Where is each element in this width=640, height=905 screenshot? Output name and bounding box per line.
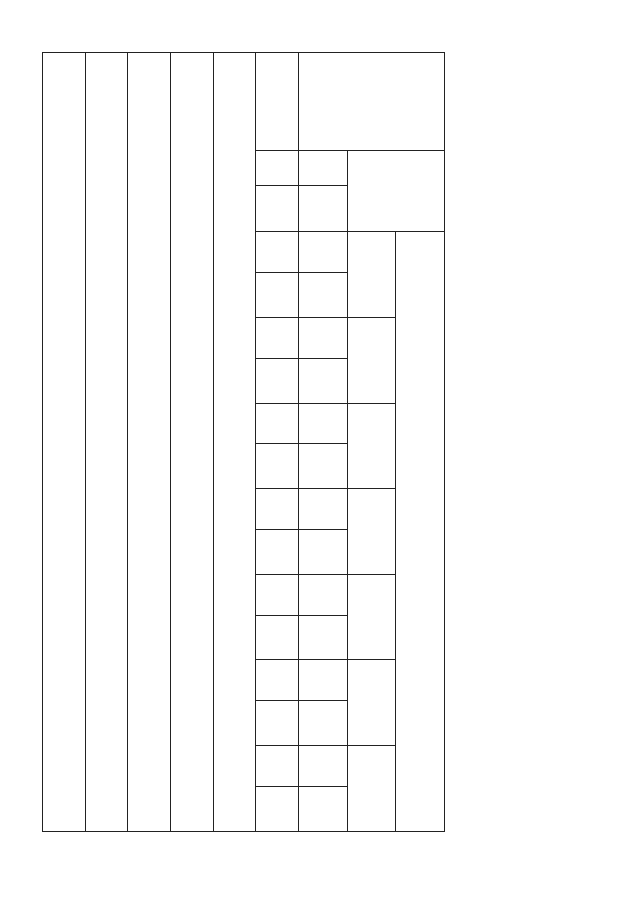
- header-unit-m3: [298, 701, 347, 746]
- header-colnum: [256, 701, 299, 746]
- header-colnum: [256, 786, 299, 831]
- header-unit-ha: [298, 150, 347, 185]
- header-colnum: [256, 530, 299, 575]
- header-unit-ha: [298, 403, 347, 444]
- section-category: [128, 53, 171, 832]
- header-colnum: [256, 273, 299, 318]
- header-class: [347, 574, 396, 660]
- header-total: [347, 150, 444, 232]
- header-class: [347, 746, 396, 832]
- header-colnum: [256, 489, 299, 530]
- header-unit-ha: [298, 574, 347, 615]
- header-class: [347, 489, 396, 575]
- header-colnum: [256, 403, 299, 444]
- header-unit-m3: [298, 530, 347, 575]
- header-colnum: [256, 444, 299, 489]
- header-colnum: [256, 318, 299, 359]
- header-indicators: [298, 53, 444, 151]
- header-colnum-row: [256, 53, 299, 832]
- section-plot: [213, 53, 256, 832]
- header-by-class: [396, 232, 445, 832]
- header-unit-ha: [298, 660, 347, 701]
- header-colnum: [256, 232, 299, 273]
- section-species-aspen: [43, 53, 86, 832]
- header-unit-ha: [298, 318, 347, 359]
- header-class: [347, 660, 396, 746]
- header-class: [347, 318, 396, 404]
- header-colnum: [256, 150, 299, 185]
- header-colnum: [256, 746, 299, 787]
- header-class: [347, 232, 396, 318]
- header-unit-m3: [298, 358, 347, 403]
- header-unit-m3: [298, 444, 347, 489]
- header-colnum: [256, 358, 299, 403]
- header-unit-ha: [298, 746, 347, 787]
- header-class: [347, 403, 396, 489]
- header-unit-ha: [298, 232, 347, 273]
- header-colnum: [256, 185, 299, 232]
- header-colnum: [256, 615, 299, 660]
- header-units-row: [298, 53, 347, 832]
- header-unit-ha: [298, 489, 347, 530]
- section-species-birch: [85, 53, 128, 832]
- header-unit-m3: [298, 185, 347, 232]
- header-unit-m3: [298, 273, 347, 318]
- header-unit-m3: [298, 615, 347, 660]
- header-colnum: [256, 53, 299, 151]
- header-colnum: [256, 660, 299, 701]
- header-colnum: [256, 574, 299, 615]
- header-unit-m3: [298, 786, 347, 831]
- allowable-cut-table: [42, 52, 445, 832]
- section-purpose: [170, 53, 213, 832]
